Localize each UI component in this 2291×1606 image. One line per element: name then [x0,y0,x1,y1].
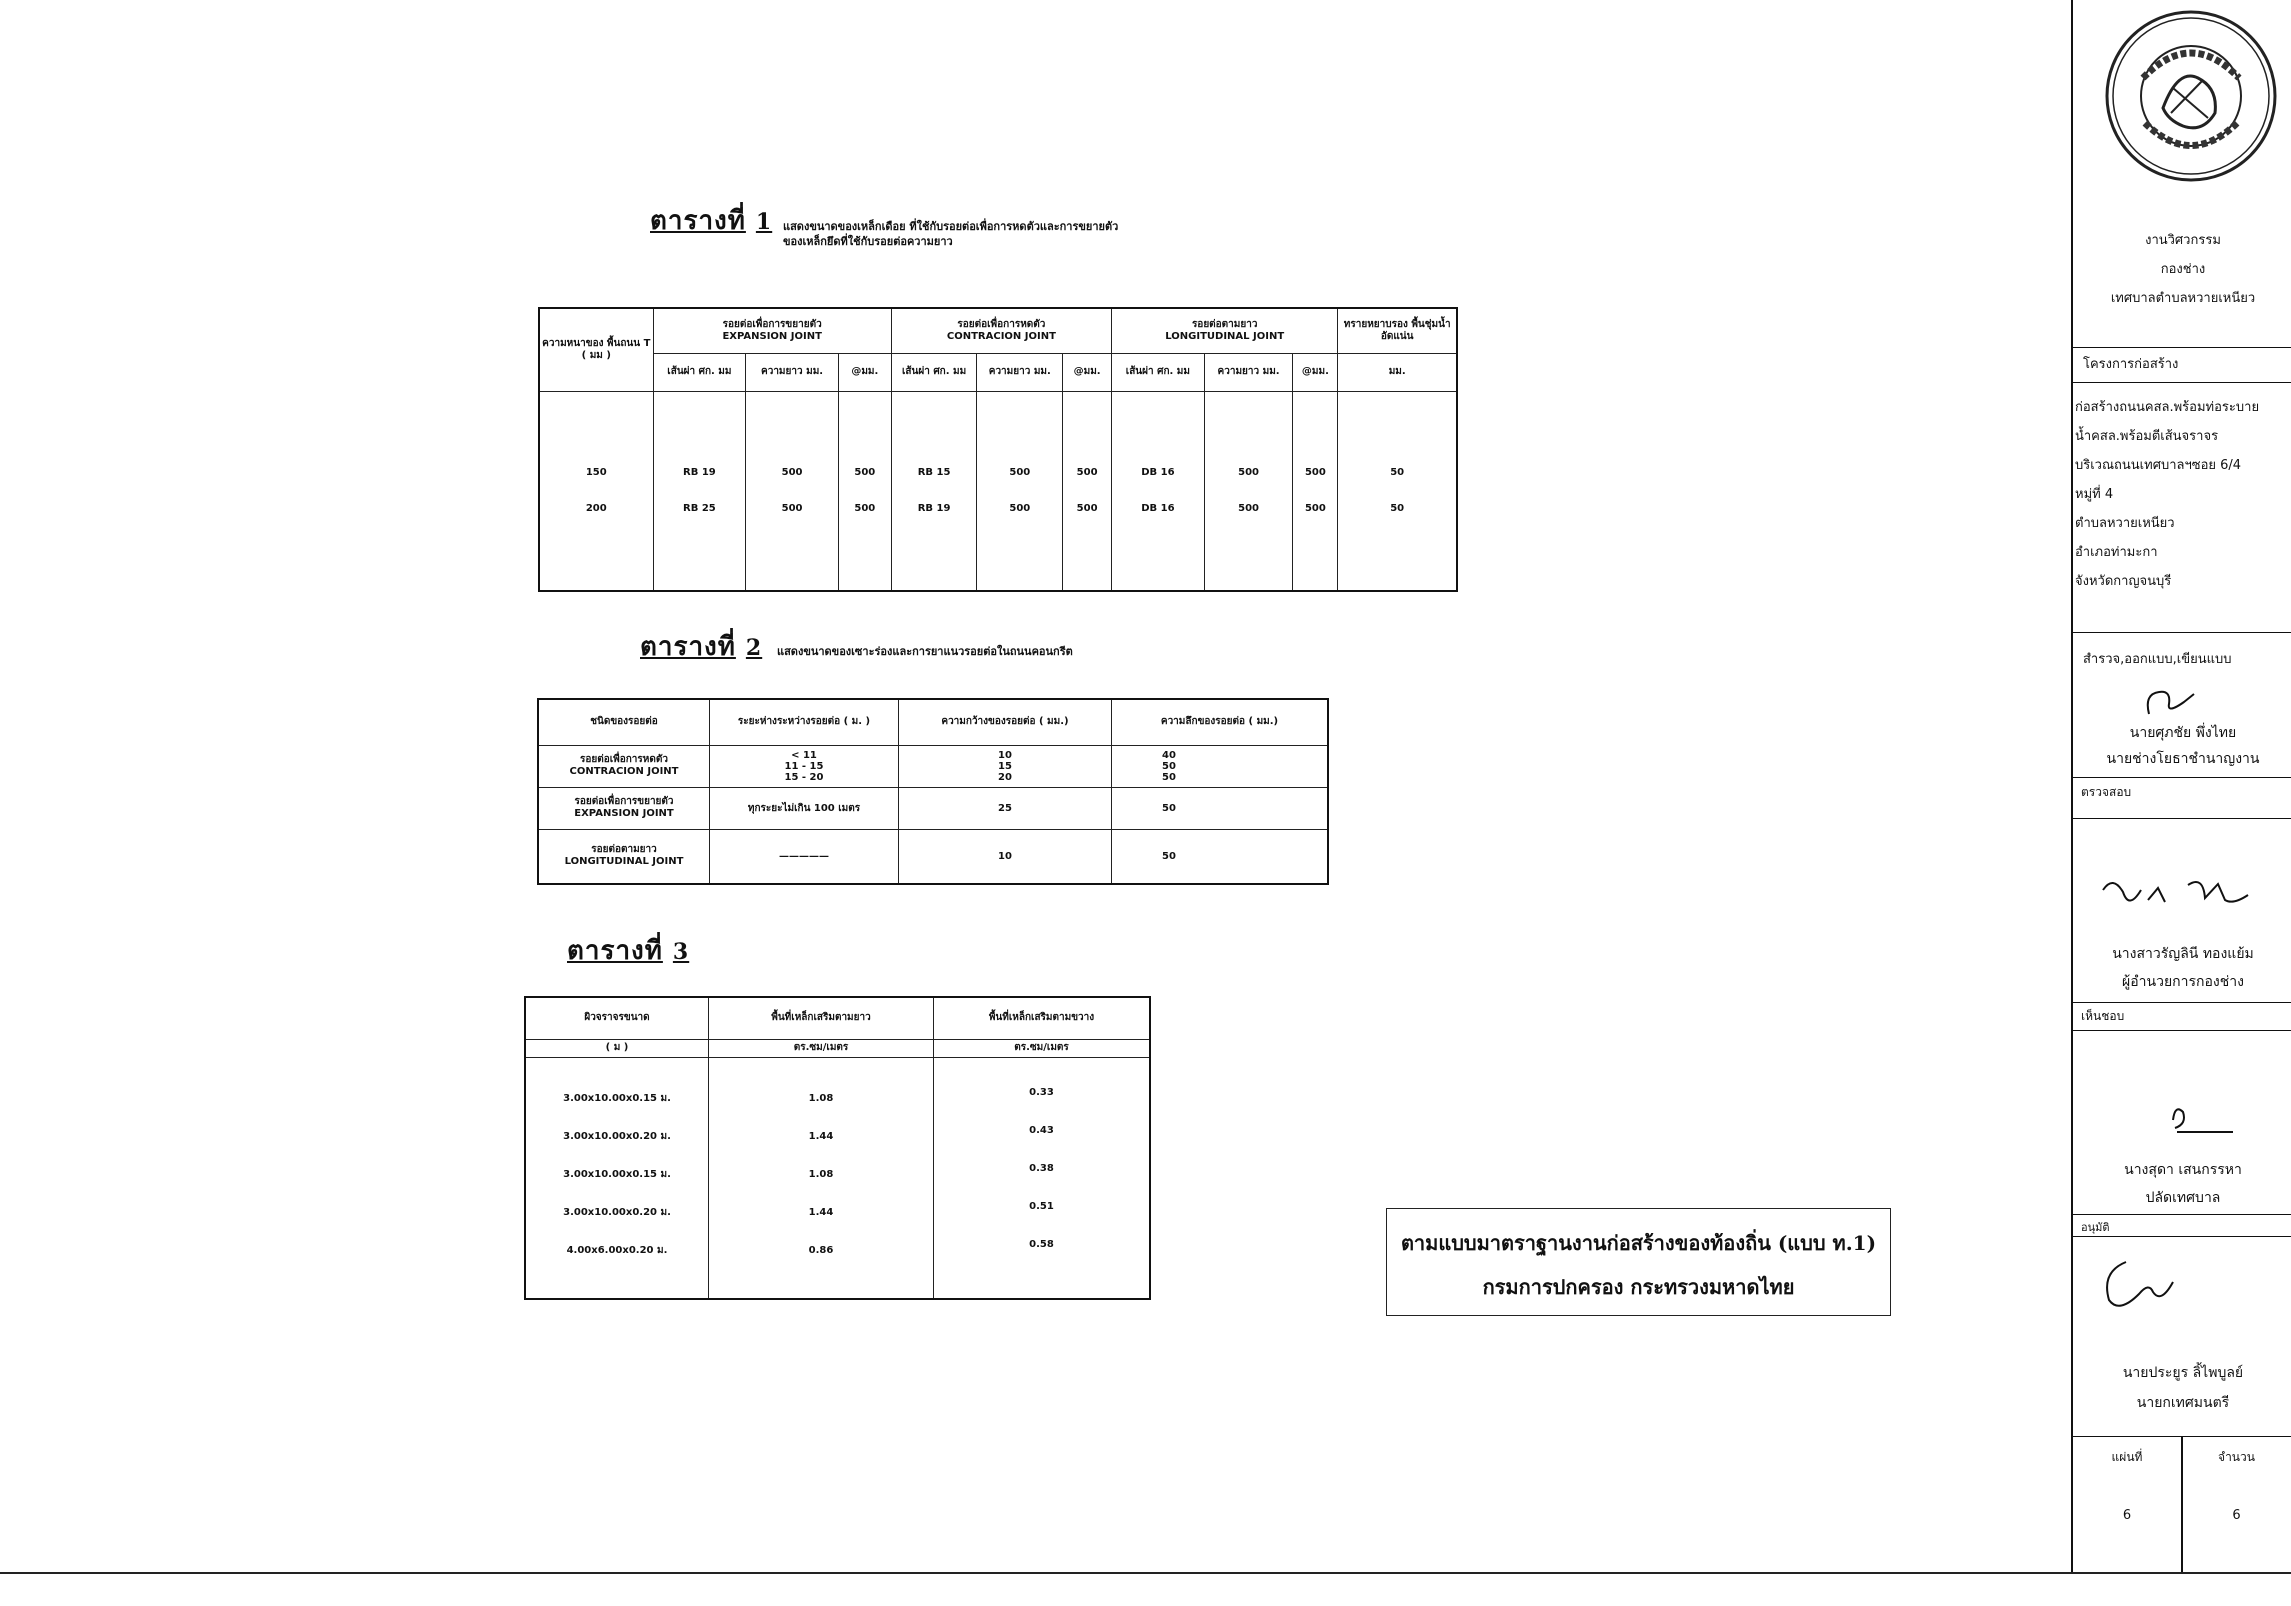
table3-col-size: 3.00x10.00x0.15 ม. 3.00x10.00x0.20 ม. 3.00x10.00x0.15 ม. 3.00x10.00x0.20 ม. 4.00x6.00x0.20 ม. [525,1057,709,1299]
dept-line: กองช่าง [2160,262,2206,277]
agree-signer: นางสุดา เสนกรรหา ปลัดเทศบาล [2124,1162,2242,1206]
table1-subheader-spacing: @มม. [838,353,891,391]
table-row [538,745,1328,787]
table1-subheader-dia: เส้นผ่า ศก. มม [891,353,977,391]
table3-header-size: ผิวจราจรขนาด [525,997,709,1039]
table1-col-lon-len: 500 500 [1204,391,1293,591]
standard-line2: กรมการปกครอง กระทรวงมหาดไทย [1482,1275,1795,1299]
table2-type: รอยต่อเพื่อการขยายตัว EXPANSION JOINT [538,787,710,829]
table1-title: ตารางที่ 1 [650,206,773,236]
total-label: จำนวน [2218,1450,2255,1464]
survey-label: สำรวจ,ออกแบบ,เขียนแบบ [2083,652,2232,667]
table1-subheader-spacing: @มม. [1293,353,1338,391]
table1-col-exp-len: 500 500 [746,391,839,591]
table2-header-spacing: ระยะห่างระหว่างรอยต่อ ( ม. ) [710,699,899,745]
table2-type: รอยต่อตามยาว LONGITUDINAL JOINT [538,829,710,884]
dept-line: งานวิศวกรรม [2145,233,2221,248]
table1-col-con-len: 500 500 [977,391,1063,591]
sheet-number: 6 [2122,1508,2132,1523]
table2-spacing: ทุกระยะไม่เกิน 100 เมตร [710,787,899,829]
table1-col-exp-dia: RB 19 RB 25 [653,391,746,591]
table1-subheader-length: ความยาว มม. [1204,353,1293,391]
table1-col-lon-sp: 500 500 [1293,391,1338,591]
table1-subheader-length: ความยาว มม. [977,353,1063,391]
table1-header-expansion: รอยต่อเพื่อการขยายตัว EXPANSION JOINT [653,308,891,353]
approve-signer: นายประยูร ลิ้ไพบูลย์ นายกเทศมนตรี [2122,1365,2244,1411]
table1-col-con-sp: 500 500 [1063,391,1112,591]
table3-data-body [525,1057,1150,1299]
table1-col-con-dia: RB 15 RB 19 [891,391,977,591]
table2-depth: 50 [1112,787,1329,829]
table1-header-contraction: รอยต่อเพื่อการหดตัว CONTRACION JOINT [891,308,1111,353]
table-row [538,787,1328,829]
municipal-seal [2103,8,2279,184]
table1-subheader-spacing: @มม. [1063,353,1112,391]
standard-reference-box [1386,1208,1891,1316]
table3-col-long: 1.08 1.44 1.08 1.44 0.86 [709,1057,934,1299]
table3 [524,996,1151,1300]
survey-signer: นายศุภชัย พึ่งไทย นายช่างโยธาชำนาญงาน [2106,725,2260,767]
dept-line: เทศบาลตำบลหวายเหนียว [2110,291,2256,306]
table1-data-row [539,391,1457,591]
table2-type: รอยต่อเพื่อการหดตัว CONTRACION JOINT [538,745,710,787]
table2-spacing: ————— [710,829,899,884]
table-row [538,829,1328,884]
table1-subheader-dia: เส้นผ่า ศก. มม [1112,353,1205,391]
table1-col-exp-sp: 500 500 [838,391,891,591]
agree-signature [2163,1098,2243,1147]
table2-header-width: ความกว้างของรอยต่อ ( มม.) [899,699,1112,745]
total-sheets: 6 [2232,1508,2241,1523]
check-signature [2093,870,2263,934]
table3-title: ตารางที่ 3 [567,936,690,966]
table1-subheader-dia: เส้นผ่า ศก. มม [653,353,746,391]
table2-width: 10 [899,829,1112,884]
table1-subheader-length: ความยาว มม. [746,353,839,391]
page-bottom-border [0,1572,2291,1574]
table2-depth: 50 [1112,829,1329,884]
table2-width: 25 [899,787,1112,829]
check-signer: นางสาวรัญลินี ทองแย้ม ผู้อำนวยการกองช่าง [2112,946,2254,990]
table2 [537,698,1329,885]
table3-unit-long: ตร.ซม/เมตร [709,1039,934,1057]
table2-title: ตารางที่ 2 [640,632,763,662]
project-label: โครงการก่อสร้าง [2083,357,2179,372]
table3-header-trans: พื้นที่เหล็กเสริมตามขวาง [934,997,1151,1039]
sheet-label: แผ่นที่ [2111,1450,2143,1464]
department-block [2073,226,2291,313]
table2-header-depth: ความลึกของรอยต่อ ( มม.) [1112,699,1329,745]
table1-header-thickness: ความหนาของ พื้นถนน T ( มม ) [539,308,653,391]
table2-header-type: ชนิดของรอยต่อ [538,699,710,745]
table3-col-trans: 0.33 0.43 0.38 0.51 0.58 [934,1057,1151,1299]
table1-col-lon-dia: DB 16 DB 16 [1112,391,1205,591]
table1-header-longitudinal: รอยต่อตามยาว LONGITUDINAL JOINT [1112,308,1338,353]
table1-col-thickness: 150 200 [539,391,653,591]
table1-header-sealing: ทรายหยาบรอง พื้นชุ่มน้ำอัดแน่น [1338,308,1457,353]
approve-signature [2091,1242,2191,1326]
table2-width: 10 15 20 [899,745,1112,787]
table1-description: แสดงขนาดของเหล็กเดือย ที่ใช้กับรอยต่อเพื่อการหดตัวและการขยายตัว ของเหล็กยึดที่ใช้กับรอยต่อความยาว [783,220,1119,248]
standard-line1: ตามแบบมาตราฐานงานก่อสร้างของท้องถิ่น (แบบ ท.1) [1400,1231,1877,1255]
table3-header-long: พื้นที่เหล็กเสริมตามยาว [709,997,934,1039]
table2-description: แสดงขนาดของเซาะร่องและการยาแนวรอยต่อในถนนคอนกรีต [777,645,1073,658]
table3-unit-size: ( ม ) [525,1039,709,1057]
title-block [2071,0,2291,1572]
table2-depth: 40 50 50 [1112,745,1329,787]
table1-subheader-mm: มม. [1338,353,1457,391]
agree-label: เห็นชอบ [2081,1009,2125,1023]
table1-col-sand: 50 50 [1338,391,1457,591]
check-label: ตรวจสอบ [2081,785,2132,799]
table3-unit-trans: ตร.ซม/เมตร [934,1039,1151,1057]
project-details: ก่อสร้างถนนคสล.พร้อมท่อระบาย น้ำคสล.พร้อมตีเส้นจราจร บริเวณถนนเทศบาลฯซอย 6/4 หมู่ที่ 4 ตำบลหวายเหนียว อำเภอท่ามะกา จังหวัดกาญจนบุรี [2075,400,2260,589]
table1 [538,307,1458,592]
table2-spacing: < 11 11 - 15 15 - 20 [710,745,899,787]
approve-label: อนุมัติ [2081,1221,2110,1234]
